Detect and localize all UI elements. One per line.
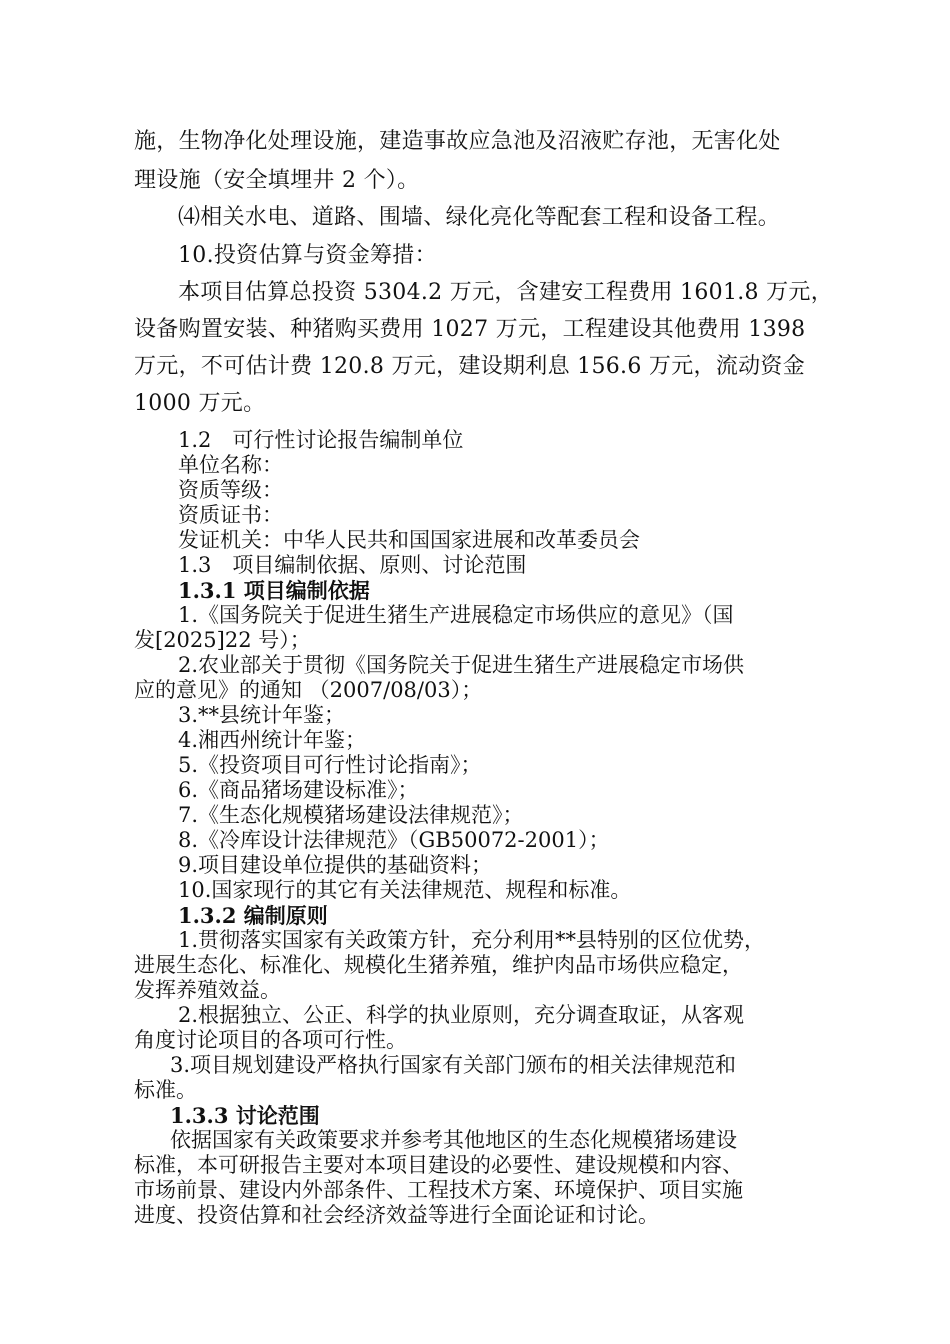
scope-line: 市场前景、建设内外部条件、工程技术方案、环境保护、项目实施 bbox=[134, 1178, 743, 1202]
section-1-3-3-heading: 1.3.3 讨论范围 bbox=[170, 1103, 320, 1128]
section-1-3-2-heading: 1.3.2 编制原则 bbox=[178, 903, 328, 928]
issuing-authority: 发证机关：中华人民共和国国家进展和改革委员会 bbox=[178, 528, 640, 552]
intro-p1-line1: 施，生物净化处理设施，建造事故应急池及沼液贮存池，无害化处 bbox=[134, 129, 781, 154]
intro-p4-line4: 1000 万元。 bbox=[134, 391, 266, 416]
intro-p4-line2: 设备购置安装、种猪购买费用 1027 万元，工程建设其他费用 1398 bbox=[134, 317, 806, 342]
basis-item: 10.国家现行的其它有关法律规范、规程和标准。 bbox=[178, 878, 632, 902]
qualification-grade-label: 资质等级： bbox=[178, 478, 283, 502]
basis-item: 9.项目建设单位提供的基础资料； bbox=[178, 853, 493, 877]
section-1-3-heading: 1.3 项目编制依据、原则、讨论范围 bbox=[178, 553, 527, 577]
basis-item: 发[2025]22 号）； bbox=[134, 628, 311, 652]
unit-name-label: 单位名称： bbox=[178, 453, 283, 477]
section-1-3-1-heading: 1.3.1 项目编制依据 bbox=[178, 578, 370, 603]
basis-item: 2.农业部关于贯彻《国务院关于促进生猪生产进展稳定市场供 bbox=[178, 653, 745, 677]
principle-line: 发挥养殖效益。 bbox=[134, 978, 281, 1002]
basis-item: 6.《商品猪场建设标准》； bbox=[178, 778, 419, 802]
principle-line: 1.贯彻落实国家有关政策方针，充分利用**县特别的区位优势， bbox=[178, 928, 766, 952]
principle-line: 角度讨论项目的各项可行性。 bbox=[134, 1028, 407, 1052]
basis-item: 应的意见》的通知 （2007/08/03）； bbox=[134, 678, 483, 702]
basis-item: 8.《冷库设计法律规范》（GB50072-2001）； bbox=[178, 828, 610, 852]
intro-p1-line2: 理设施（安全填埋井 2 个）。 bbox=[134, 168, 420, 193]
scope-line: 标准，本可研报告主要对本项目建设的必要性、建设规模和内容、 bbox=[134, 1153, 743, 1177]
principle-line: 进展生态化、标准化、规模化生猪养殖，维护肉品市场供应稳定， bbox=[134, 953, 743, 977]
scope-line: 依据国家有关政策要求并参考其他地区的生态化规模猪场建设 bbox=[170, 1128, 737, 1152]
intro-p4-line3: 万元，不可估计费 120.8 万元，建设期利息 156.6 万元，流动资金 bbox=[134, 354, 806, 379]
principle-line: 3.项目规划建设严格执行国家有关部门颁布的相关法律规范和 bbox=[170, 1053, 737, 1077]
principle-line: 标准。 bbox=[134, 1078, 197, 1102]
scope-line: 进度、投资估算和社会经济效益等进行全面论证和讨论。 bbox=[134, 1203, 659, 1227]
basis-item: 1.《国务院关于促进生猪生产进展稳定市场供应的意见》（国 bbox=[178, 603, 734, 627]
section-1-2-heading: 1.2 可行性讨论报告编制单位 bbox=[178, 428, 464, 452]
basis-item: 4.湘西州统计年鉴； bbox=[178, 728, 367, 752]
intro-p4-line1: 本项目估算总投资 5304.2 万元，含建安工程费用 1601.8 万元， bbox=[178, 280, 834, 305]
principle-line: 2.根据独立、公正、科学的执业原则，充分调查取证，从客观 bbox=[178, 1003, 745, 1027]
basis-item: 3.**县统计年鉴； bbox=[178, 703, 346, 727]
basis-item: 7.《生态化规模猪场建设法律规范》； bbox=[178, 803, 524, 827]
intro-p2: ⑷相关水电、道路、围墙、绿化亮化等配套工程和设备工程。 bbox=[178, 205, 781, 230]
basis-item: 5.《投资项目可行性讨论指南》； bbox=[178, 753, 482, 777]
intro-p3: 10.投资估算与资金筹措： bbox=[178, 243, 437, 268]
qualification-cert-label: 资质证书： bbox=[178, 503, 283, 527]
